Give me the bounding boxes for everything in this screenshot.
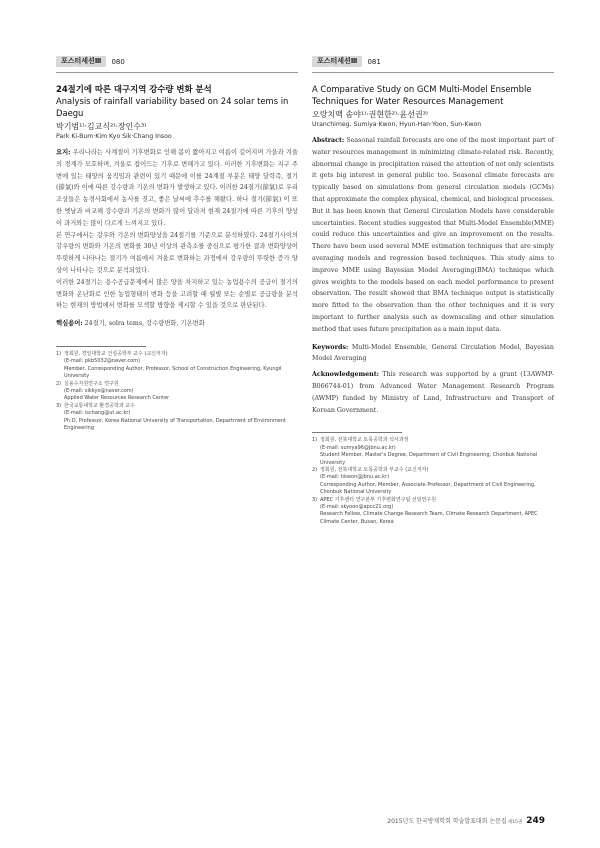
footnote-line: Ph.D, Professor, Korea National University of Transportation, Department of Environment Engineering bbox=[64, 417, 286, 432]
footnote bbox=[312, 497, 554, 527]
title-line: Analysis of rainfall variability based on 24 solar tems in bbox=[56, 96, 289, 106]
footnote-line: Applied Water Resources Research Center bbox=[64, 395, 170, 402]
authors-english: Park Ki-Bum·Kim Kyo Sik·Chang Insoo bbox=[56, 133, 172, 140]
article-title-korean: 24절기에 따른 대구지역 강수량 변화 분석 bbox=[56, 84, 212, 94]
footnote-line: 한국교통대학교 환경공학과 교수 bbox=[64, 402, 135, 409]
abstract-paragraph bbox=[312, 135, 554, 336]
abstract-paragraph bbox=[56, 147, 298, 230]
footnote bbox=[312, 437, 554, 467]
session-rule bbox=[56, 72, 298, 73]
abstract-text: 우리나라는 사계절이 기후변화로 인해 봄이 짧아지고 여름이 길어지며 가을과 겨울의 경계가 모호하며, 겨울로 접어드는 기후로 변해가고 있다. 이러한 기후변화는 지구 주변에 있는 태양의 움직임과 관련이 있기 때문에 이를 24계절 부분은 태양 달력즉, 절기(節氣)와 이에 따른 강수량과 기온의 변화가 발생하고 있다. 이러한 24절기(節氣)로 우리 조상들은 농경사회에서 농사를 짓고, 좋은 날씨에 추수를 해왔다. 하나 절기(節氣) 이 또한 옛날과 비교해 강수량과 기온의 변화가 많이 달라져 현재 24절기에 따른 기후의 양상이 과거와는 많이 다르게 느껴지고 있다. bbox=[56, 149, 298, 227]
abstract-paragraph: 이러한 24절기는 용수공급문제에서 많은 양을 차지하고 있는 농업용수의 공급이 절기의 변화와 온난화로 인한 농업형태의 변화 등을 고려할 때 월별 또는 순별로 공급량을 분석하는 현재의 방법에서 변화를 모색할 방향을 제시할 수 있을 것으로 판단된다. bbox=[56, 278, 298, 310]
footnote-line: Research Fellow, Climate Change Research Team, Climate Research Department, APEC Climate Center, Busan, Korea bbox=[320, 511, 538, 525]
footnote-line: (E-mail: sumya96@jbnu.ac.kr) bbox=[320, 444, 396, 451]
proceedings-title: 2015년도 한국방재학회 학술발표대회 논문집 bbox=[387, 818, 507, 825]
session-header bbox=[312, 56, 554, 67]
footnote-number: 1) bbox=[312, 437, 318, 444]
footnotes bbox=[312, 437, 554, 526]
article-title-english bbox=[312, 83, 554, 107]
footnote-number: 2) bbox=[312, 466, 318, 473]
footnote bbox=[312, 467, 554, 497]
keywords bbox=[312, 342, 554, 366]
right-article bbox=[312, 56, 554, 526]
footnote-line: (E-mail: sikkyo@naver.com) bbox=[64, 387, 134, 394]
abstract-text: Seasonal rainfall forecasts are one of the most important part of water resources management in minimizing climate-related risk. Recently, abnormal change in precipitation raised the attention of not only scientists it gets big interest in general public too. Seasonal climate forecasts are typically based on simulations from general circulation models (GCMs) that approximate the complex physical, chemical, and biological processes. But it has been known that General Circulation Models have considerable uncertainties. Recent studies suggested that Multi-Model Ensemble(MME) could reduce this uncertainties and give an improvement on the results. There have been used several MME estimation techniques that are simply averaging models and regression based techniques. This study aims to improve MME using Bayesian Model Averaging(BMA) technique which gives weights to the models based on each model performance to present observation. The result showed that BMA technique output is statistically more fitted to the observation than the other techniques and it is very important to further analysis such as downscaling and other simulation method that uses future precipitation as a main input data. bbox=[312, 137, 554, 333]
footnote-number: 2) bbox=[56, 380, 62, 387]
session-tag: 포스터세션Ⅲ bbox=[56, 56, 106, 67]
footnote-line: (E-mail: pkb5032@naver.com) bbox=[64, 358, 140, 365]
footnote-number: 1) bbox=[56, 350, 62, 357]
authors-korean: 오랑치맥 솜야¹⁾·권현한²⁾·윤선권³⁾ bbox=[312, 110, 428, 119]
session-number: 080 bbox=[111, 57, 125, 66]
footnote-line: (E-mail: ischang@ut.ac.kr) bbox=[64, 410, 131, 417]
footnote-number: 3) bbox=[312, 496, 318, 503]
abstract-label: Abstract: bbox=[312, 137, 345, 144]
footnote bbox=[56, 403, 298, 433]
abstract bbox=[312, 135, 554, 336]
abstract bbox=[56, 147, 298, 312]
title-line: Daegu bbox=[56, 108, 84, 118]
article-title-english bbox=[56, 95, 298, 119]
footnote-line: Student Member, Master's Degree, Department of Civil Engineering, Chonbuk National University bbox=[320, 452, 538, 466]
acknowledgement-text: This research was supported by a grant (13AWMP-B066744-01) from Advanced Water Management Research Program (AWMP) funded by Ministry of Land, Infrastructure and Transport of Korean Government. bbox=[312, 371, 554, 414]
page-footer bbox=[330, 816, 545, 826]
footnote-number: 3) bbox=[56, 402, 62, 409]
footnote-line: 실용수자원연구소 연구원 bbox=[64, 380, 119, 387]
footnote-line: 정회원, 경일대학교 건설공학부 교수 (교신저자) bbox=[64, 350, 168, 357]
title-line: A Comparative Study on GCM Multi-Model Ensemble bbox=[312, 84, 532, 94]
session-rule bbox=[312, 72, 554, 73]
footnote-rule bbox=[312, 432, 402, 433]
footnote-line: APEC 기후센터 연구본부 기후변화연구팀 선임연구원 bbox=[320, 496, 437, 503]
footnote bbox=[56, 351, 298, 381]
footnote-line: 정회원, 전북대학교 토목공학과 석사과정 bbox=[320, 437, 409, 444]
acknowledgement bbox=[312, 369, 554, 416]
footnote bbox=[56, 381, 298, 403]
footnote-rule bbox=[56, 346, 146, 347]
authors-korean: 박기범¹⁾·김교식²⁾·장인수³⁾ bbox=[56, 122, 147, 131]
session-number: 081 bbox=[367, 57, 381, 66]
left-article bbox=[56, 56, 298, 432]
footnote-line: Corresponding Author, Member, Associate Professor, Department of Civil Engineering, Chonbuk National University bbox=[320, 481, 536, 496]
keywords-text: Multi-Model Ensemble, General Circulation Model, Bayesian Model Averaging bbox=[312, 343, 554, 363]
keywords bbox=[56, 318, 298, 330]
page-number: 249 bbox=[526, 816, 545, 826]
volume-label: 제15권 bbox=[507, 820, 523, 825]
footnote-line: (E-mail: skyoon@apcc21.org) bbox=[320, 503, 394, 510]
footnotes bbox=[56, 351, 298, 432]
acknowledgement-label: Acknowledgement: bbox=[312, 371, 379, 379]
session-header bbox=[56, 56, 298, 67]
footnote-line: 정회원, 전북대학교 토목공학과 부교수 (교신저자) bbox=[320, 466, 429, 473]
authors-english: Uranchimeg, Sumiya·Kwon, Hyun-Han·Yoon, Sun-Kwon bbox=[312, 121, 482, 128]
abstract-paragraph: 본 연구에서는 강우와 기온의 변화양상을 24절기를 기준으로 분석하였다. 24절기사이의 강우량의 변화와 기온의 변화를 30년 이상의 관측소를 중심으로 평가한 결과 변화양상이 뚜렷하게 나타나는 절기가 여름에서 겨울로 변화하는 과정에서 강우량의 뚜렷한 증가 양상이 나타나는 것으로 분석되었다. bbox=[56, 231, 298, 274]
keywords-label: Keywords: bbox=[312, 343, 349, 351]
keywords-label: 핵심용어: bbox=[56, 320, 83, 328]
session-tag: 포스터세션Ⅲ bbox=[312, 56, 362, 67]
footnote-line: Member, Corresponding Author, Professor, School of Construction Engineering, Kyungil University bbox=[64, 365, 282, 380]
title-line: Techniques for Water Resources Management bbox=[312, 96, 504, 106]
footnote-line: (E-mail: hkwon@jbnu.ac.kr) bbox=[320, 474, 390, 481]
keywords-text: 24절기, solra tems, 강수량변화, 기온변화 bbox=[82, 320, 205, 328]
abstract-label: 요지: bbox=[56, 149, 71, 156]
